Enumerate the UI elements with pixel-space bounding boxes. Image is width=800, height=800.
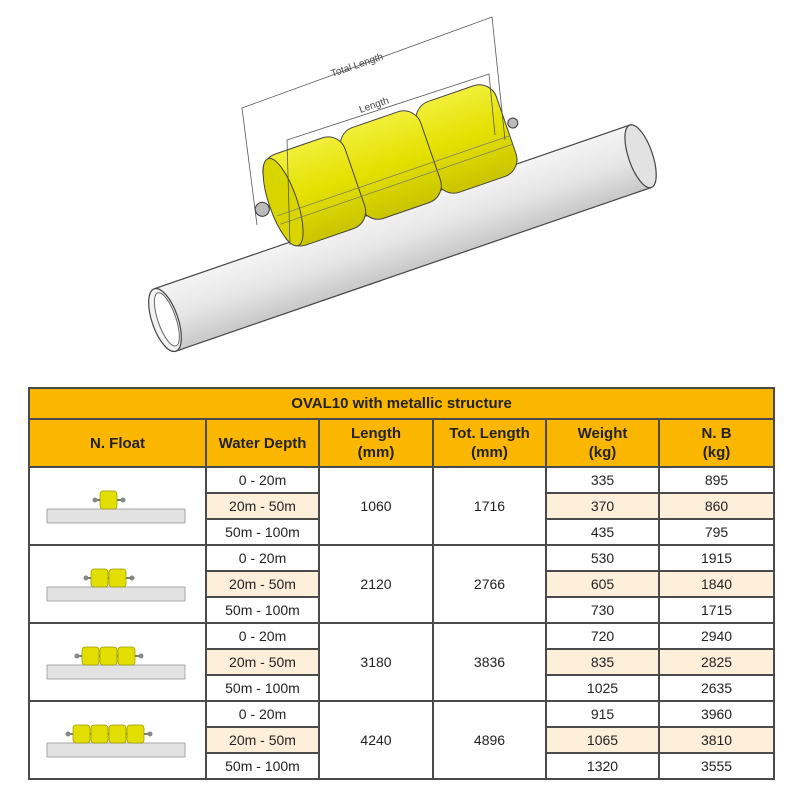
header-n-float: N. Float <box>29 419 206 467</box>
header-water-depth: Water Depth <box>206 419 319 467</box>
nb-cell: 1715 <box>659 597 774 623</box>
nb-cell: 2635 <box>659 675 774 701</box>
nb-cell: 860 <box>659 493 774 519</box>
nb-cell: 795 <box>659 519 774 545</box>
length-label: Length <box>357 95 391 116</box>
nb-cell: 3810 <box>659 727 774 753</box>
tot-length-cell: 4896 <box>433 701 546 779</box>
float-thumbnail <box>43 631 193 691</box>
weight-cell: 530 <box>546 545 659 571</box>
float-image-cell <box>29 701 206 779</box>
nb-cell: 3960 <box>659 701 774 727</box>
float-image-cell <box>29 623 206 701</box>
tot-length-cell: 3836 <box>433 623 546 701</box>
water-depth-cell: 0 - 20m <box>206 545 319 571</box>
water-depth-cell: 20m - 50m <box>206 727 319 753</box>
weight-cell: 605 <box>546 571 659 597</box>
table-title: OVAL10 with metallic structure <box>29 388 774 419</box>
length-cell: 1060 <box>319 467 433 545</box>
water-depth-cell: 0 - 20m <box>206 701 319 727</box>
nb-cell: 3555 <box>659 753 774 779</box>
float-thumbnail <box>43 475 193 535</box>
length-cell: 4240 <box>319 701 433 779</box>
weight-cell: 720 <box>546 623 659 649</box>
weight-cell: 1065 <box>546 727 659 753</box>
header-length: Length (mm) <box>319 419 433 467</box>
weight-cell: 1320 <box>546 753 659 779</box>
water-depth-cell: 20m - 50m <box>206 571 319 597</box>
water-depth-cell: 20m - 50m <box>206 493 319 519</box>
weight-cell: 435 <box>546 519 659 545</box>
nb-cell: 2940 <box>659 623 774 649</box>
nb-cell: 1915 <box>659 545 774 571</box>
table-row <box>29 545 774 571</box>
weight-cell: 730 <box>546 597 659 623</box>
float-image-cell <box>29 467 206 545</box>
nb-cell: 1840 <box>659 571 774 597</box>
header-weight: Weight (kg) <box>546 419 659 467</box>
nb-cell: 895 <box>659 467 774 493</box>
water-depth-cell: 50m - 100m <box>206 753 319 779</box>
weight-cell: 335 <box>546 467 659 493</box>
weight-cell: 835 <box>546 649 659 675</box>
weight-cell: 915 <box>546 701 659 727</box>
nb-cell: 2825 <box>659 649 774 675</box>
weight-cell: 370 <box>546 493 659 519</box>
float-image-cell <box>29 545 206 623</box>
water-depth-cell: 50m - 100m <box>206 519 319 545</box>
float-thumbnail <box>43 709 193 769</box>
table-row <box>29 623 774 649</box>
weight-cell: 1025 <box>546 675 659 701</box>
float-on-pipe-illustration <box>0 0 800 380</box>
water-depth-cell: 0 - 20m <box>206 467 319 493</box>
water-depth-cell: 50m - 100m <box>206 597 319 623</box>
header-tot-length: Tot. Length (mm) <box>433 419 546 467</box>
water-depth-cell: 0 - 20m <box>206 623 319 649</box>
length-cell: 3180 <box>319 623 433 701</box>
table-row <box>29 467 774 493</box>
tot-length-cell: 1716 <box>433 467 546 545</box>
float-thumbnail <box>43 553 193 613</box>
tot-length-cell: 2766 <box>433 545 546 623</box>
water-depth-cell: 20m - 50m <box>206 649 319 675</box>
water-depth-cell: 50m - 100m <box>206 675 319 701</box>
length-cell: 2120 <box>319 545 433 623</box>
table-row <box>29 701 774 727</box>
specs-table <box>28 387 775 780</box>
total-length-label: Total Length <box>329 51 385 80</box>
header-nb: N. B (kg) <box>659 419 774 467</box>
